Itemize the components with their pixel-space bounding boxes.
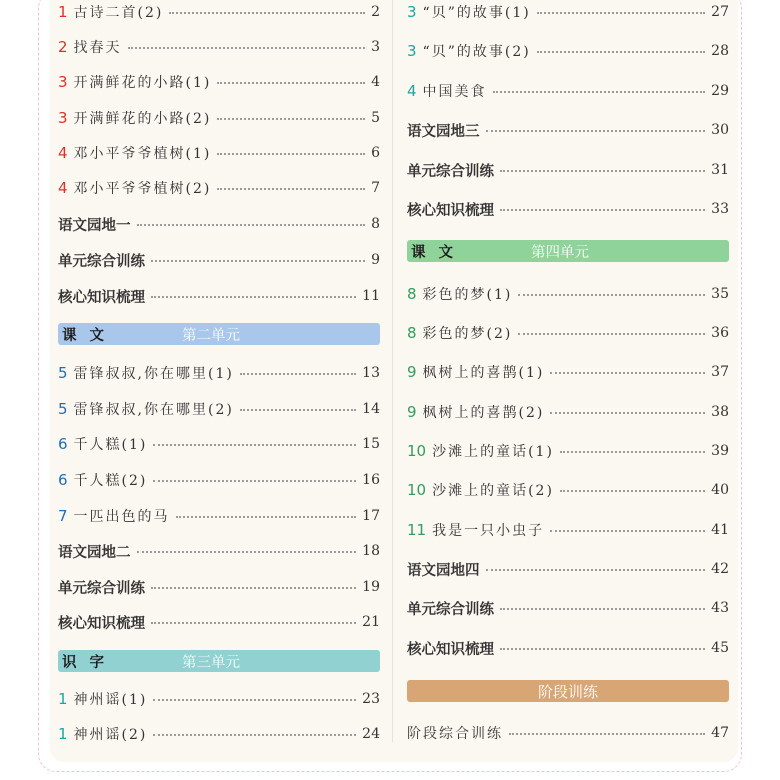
toc-entry[interactable] [407, 321, 729, 345]
toc-entry[interactable] [407, 478, 729, 502]
page-number: 5 [371, 110, 380, 126]
page-number: 41 [711, 522, 729, 538]
leader-dots [550, 372, 705, 374]
leader-dots [151, 296, 356, 298]
lesson-number: 10 [407, 481, 427, 499]
lesson-number: 1 [58, 725, 68, 743]
unit-banner-3 [58, 650, 380, 672]
lesson-number: 3 [58, 109, 68, 127]
lesson-number: 11 [407, 521, 427, 539]
leader-dots [486, 130, 706, 132]
leader-dots [128, 47, 366, 49]
banner-type: 识 字 [62, 654, 109, 671]
page-number: 3 [371, 39, 380, 55]
toc-entry[interactable] [58, 397, 380, 421]
toc-entry-unit-training[interactable] [58, 575, 380, 599]
toc-entry[interactable] [58, 432, 380, 456]
page-number: 47 [711, 725, 729, 741]
section-title: 语文园地二 [58, 544, 131, 561]
page-number: 16 [362, 472, 380, 488]
toc-entry[interactable] [58, 70, 380, 94]
toc-entry-knowledge-review[interactable] [407, 197, 729, 221]
lesson-title: 彩色的梦(2) [422, 326, 513, 342]
toc-entry-knowledge-review[interactable] [58, 610, 380, 634]
leader-dots [153, 734, 356, 736]
toc-entry[interactable] [58, 176, 380, 200]
leader-dots [509, 733, 705, 735]
lesson-number: 2 [58, 38, 68, 56]
toc-entry-stage-training[interactable] [407, 721, 729, 745]
leader-dots [518, 294, 705, 296]
section-title: 单元综合训练 [58, 253, 145, 270]
leader-dots [217, 188, 365, 190]
leader-dots [153, 444, 356, 446]
toc-entry-unit-training[interactable] [407, 158, 729, 182]
lesson-title: 一匹出色的马 [73, 509, 170, 525]
section-title: 单元综合训练 [58, 580, 145, 597]
leader-dots [176, 516, 357, 518]
page-number: 15 [362, 436, 380, 452]
section-title: 核心知识梳理 [407, 641, 494, 658]
lesson-number: 7 [58, 507, 68, 525]
banner-type: 课 文 [411, 244, 458, 261]
column-divider [392, 0, 393, 742]
toc-entry[interactable] [58, 468, 380, 492]
lesson-title: 枫树上的喜鹊(1) [422, 365, 545, 381]
banner-unit: 第三单元 [182, 654, 240, 671]
page-number: 17 [362, 508, 380, 524]
toc-entry[interactable] [58, 722, 380, 746]
page-number: 43 [711, 600, 729, 616]
lesson-number: 3 [407, 3, 417, 21]
page-number: 4 [371, 74, 380, 90]
leader-dots [137, 551, 357, 553]
toc-entry-yuwen-yuandi[interactable] [407, 118, 729, 142]
page-number: 30 [711, 122, 729, 138]
lesson-title: 枫树上的喜鹊(2) [422, 405, 545, 421]
toc-entry[interactable] [58, 0, 380, 24]
section-title: 语文园地四 [407, 562, 480, 579]
leader-dots [518, 333, 705, 335]
lesson-title: 古诗二首(2) [73, 5, 164, 21]
page-number: 29 [711, 83, 729, 99]
toc-entry[interactable] [407, 400, 729, 424]
banner-title: 阶段训练 [537, 682, 598, 701]
toc-entry-unit-training[interactable] [407, 596, 729, 620]
lesson-title: 沙滩上的童话(2) [432, 483, 554, 499]
page-number: 2 [371, 4, 380, 20]
leader-dots [537, 51, 705, 53]
toc-entry[interactable] [407, 0, 729, 24]
page-number: 21 [362, 614, 380, 630]
leader-dots [500, 608, 705, 610]
leader-dots [500, 648, 705, 650]
lesson-title: 雷锋叔叔,你在哪里(1) [73, 366, 234, 382]
toc-entry-yuwen-yuandi[interactable] [58, 539, 380, 563]
lesson-title: “贝”的故事(1) [422, 5, 531, 21]
section-title: 语文园地一 [58, 217, 131, 234]
page-number: 42 [711, 561, 729, 577]
lesson-number: 9 [407, 403, 417, 421]
leader-dots [500, 170, 705, 172]
lesson-number: 8 [407, 285, 417, 303]
banner-type: 课 文 [62, 327, 109, 344]
lesson-number: 5 [58, 364, 68, 382]
toc-entry[interactable] [407, 282, 729, 306]
lesson-title: 千人糕(1) [73, 437, 148, 453]
stage-training-banner [407, 680, 729, 702]
page-number: 31 [711, 162, 729, 178]
lesson-number: 3 [58, 73, 68, 91]
page-number: 45 [711, 640, 729, 656]
toc-entry[interactable] [58, 35, 380, 59]
leader-dots [217, 118, 365, 120]
section-title: 核心知识梳理 [58, 289, 145, 306]
page-number: 19 [362, 579, 380, 595]
page-number: 18 [362, 543, 380, 559]
section-title: 阶段综合训练 [407, 726, 503, 742]
page-number: 28 [711, 43, 729, 59]
leader-dots [151, 622, 356, 624]
toc-entry[interactable] [58, 141, 380, 165]
toc-entry-yuwen-yuandi[interactable] [58, 212, 380, 236]
leader-dots [240, 373, 356, 375]
leader-dots [240, 409, 356, 411]
lesson-title: 中国美食 [422, 84, 487, 100]
unit-banner-4 [407, 240, 729, 262]
lesson-title: “贝”的故事(2) [422, 44, 531, 60]
lesson-title: 神州谣(1) [73, 692, 148, 708]
section-title: 单元综合训练 [407, 163, 494, 180]
lesson-title: 雷锋叔叔,你在哪里(2) [73, 402, 234, 418]
lesson-number: 6 [58, 435, 68, 453]
leader-dots [151, 260, 365, 262]
lesson-title: 沙滩上的童话(1) [432, 444, 554, 460]
lesson-number: 5 [58, 400, 68, 418]
lesson-title: 邓小平爷爷植树(1) [73, 146, 212, 162]
toc-entry[interactable] [407, 518, 729, 542]
leader-dots [153, 480, 356, 482]
leader-dots [217, 82, 365, 84]
lesson-number: 4 [58, 179, 68, 197]
leader-dots [550, 412, 705, 414]
page-number: 9 [371, 252, 380, 268]
lesson-title: 千人糕(2) [73, 473, 148, 489]
section-title: 单元综合训练 [407, 601, 494, 618]
lesson-number: 10 [407, 442, 427, 460]
leader-dots [560, 490, 705, 492]
page-number: 27 [711, 4, 729, 20]
lesson-number: 4 [58, 144, 68, 162]
page-number: 7 [371, 180, 380, 196]
page-number: 35 [711, 286, 729, 302]
lesson-title: 找春天 [73, 40, 122, 56]
leader-dots [137, 224, 366, 226]
section-title: 语文园地三 [407, 123, 480, 140]
lesson-number: 6 [58, 471, 68, 489]
leader-dots [486, 569, 706, 571]
page-number: 39 [711, 443, 729, 459]
section-title: 核心知识梳理 [58, 615, 145, 632]
unit-banner-2 [58, 323, 380, 345]
lesson-number: 3 [407, 42, 417, 60]
page-number: 24 [362, 726, 380, 742]
toc-entry[interactable] [58, 504, 380, 528]
toc-entry-knowledge-review[interactable] [407, 636, 729, 660]
toc-entry[interactable] [407, 79, 729, 103]
page-number: 40 [711, 482, 729, 498]
page-number: 36 [711, 325, 729, 341]
page-number: 23 [362, 691, 380, 707]
lesson-number: 9 [407, 363, 417, 381]
page-number: 8 [371, 216, 380, 232]
page-number: 14 [362, 401, 380, 417]
lesson-title: 邓小平爷爷植树(2) [73, 181, 212, 197]
lesson-number: 1 [58, 690, 68, 708]
lesson-title: 彩色的梦(1) [422, 287, 513, 303]
toc-entry[interactable] [407, 360, 729, 384]
lesson-title: 开满鲜花的小路(2) [73, 111, 212, 127]
leader-dots [500, 209, 705, 211]
page-number: 13 [362, 365, 380, 381]
page-number: 37 [711, 364, 729, 380]
section-title: 核心知识梳理 [407, 202, 494, 219]
banner-unit: 第二单元 [182, 327, 240, 344]
leader-dots [153, 699, 356, 701]
toc-entry[interactable] [58, 361, 380, 385]
lesson-title: 神州谣(2) [73, 727, 148, 743]
lesson-title: 开满鲜花的小路(1) [73, 75, 212, 91]
page-number: 11 [362, 288, 380, 304]
leader-dots [537, 12, 705, 14]
leader-dots [151, 587, 356, 589]
leader-dots [217, 153, 365, 155]
leader-dots [550, 530, 705, 532]
leader-dots [493, 91, 706, 93]
toc-entry-yuwen-yuandi[interactable] [407, 557, 729, 581]
lesson-title: 我是一只小虫子 [432, 523, 545, 539]
toc-entry-knowledge-review[interactable] [58, 284, 380, 308]
toc-entry[interactable] [407, 439, 729, 463]
lesson-number: 1 [58, 3, 68, 21]
page-number: 38 [711, 404, 729, 420]
toc-entry-unit-training[interactable] [58, 248, 380, 272]
lesson-number: 8 [407, 324, 417, 342]
toc-entry[interactable] [58, 687, 380, 711]
banner-unit: 第四单元 [531, 244, 589, 261]
page-number: 33 [711, 201, 729, 217]
toc-entry[interactable] [407, 39, 729, 63]
leader-dots [169, 12, 365, 14]
page-number: 6 [371, 145, 380, 161]
lesson-number: 4 [407, 82, 417, 100]
leader-dots [560, 451, 705, 453]
toc-entry[interactable] [58, 106, 380, 130]
